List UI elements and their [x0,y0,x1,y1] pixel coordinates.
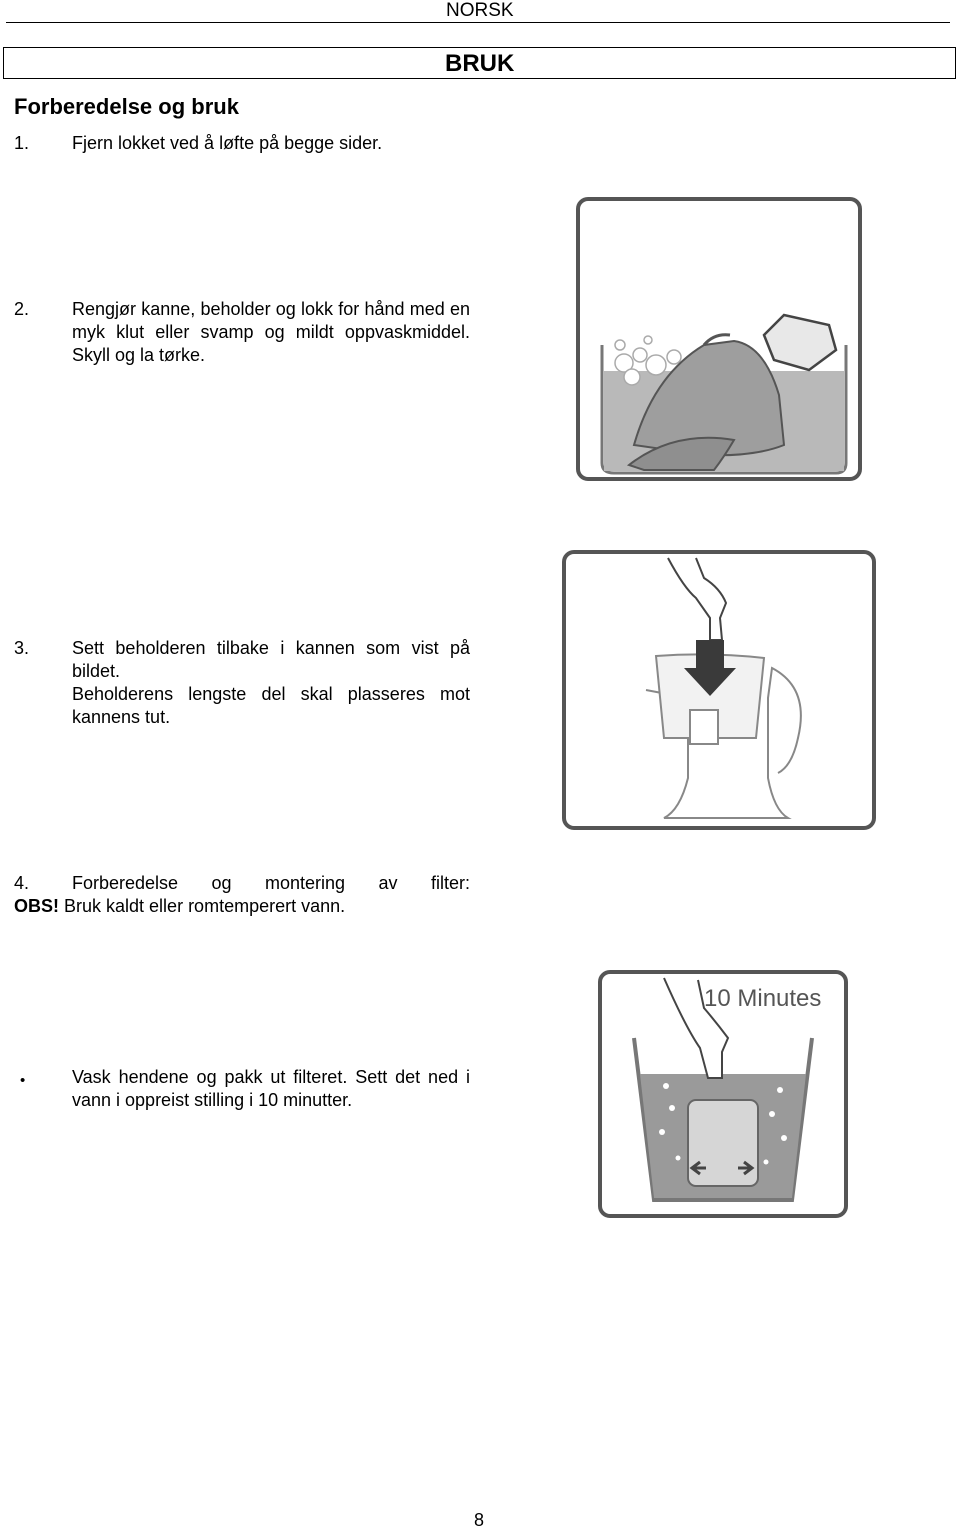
section-title: BRUK [445,50,515,77]
bullet-item [14,1066,470,1112]
step-number: 4. [14,873,30,893]
obs-label: OBS! [14,896,59,916]
header-rule [6,22,950,23]
step-text-2: Beholderens lengste del skal plasseres mot kannens tut. [72,684,470,727]
soak-label: 10 Minutes [704,985,822,1012]
obs-text: Bruk kaldt eller romtemperert vann. [64,896,346,916]
page-heading: Forberedelse og bruk [14,94,239,119]
language-label: NORSK [446,0,514,21]
bullet-icon: • [20,1072,26,1089]
step-text: Rengjør kanne, beholder og lokk for hånd med en myk klut eller svamp og mildt oppvaskmiddel. Skyll og la tørke. [72,299,470,365]
step-2 [14,298,470,367]
obs-line [14,895,484,918]
step-number: 3. [14,638,30,658]
step-text: Fjern lokket ved å løfte på begge sider. [72,133,383,153]
page-number: 8 [474,1510,485,1530]
step-text: Sett beholderen tilbake i kannen som vist på bildet. [72,638,470,681]
soak-filter-illustration [596,968,850,1220]
step-1 [14,132,470,155]
step-3 [14,637,470,729]
bullet-text: Vask hendene og pakk ut filteret. Sett det ned i vann i oppreist stilling i 10 minutter. [72,1067,470,1110]
step-number: 2. [14,299,30,319]
step-number: 1. [14,133,30,153]
washing-illustration [574,195,864,483]
insert-reservoir-illustration [560,548,878,832]
step-text: Forberedelse og montering av filter: [72,873,470,893]
step-4 [14,872,470,916]
